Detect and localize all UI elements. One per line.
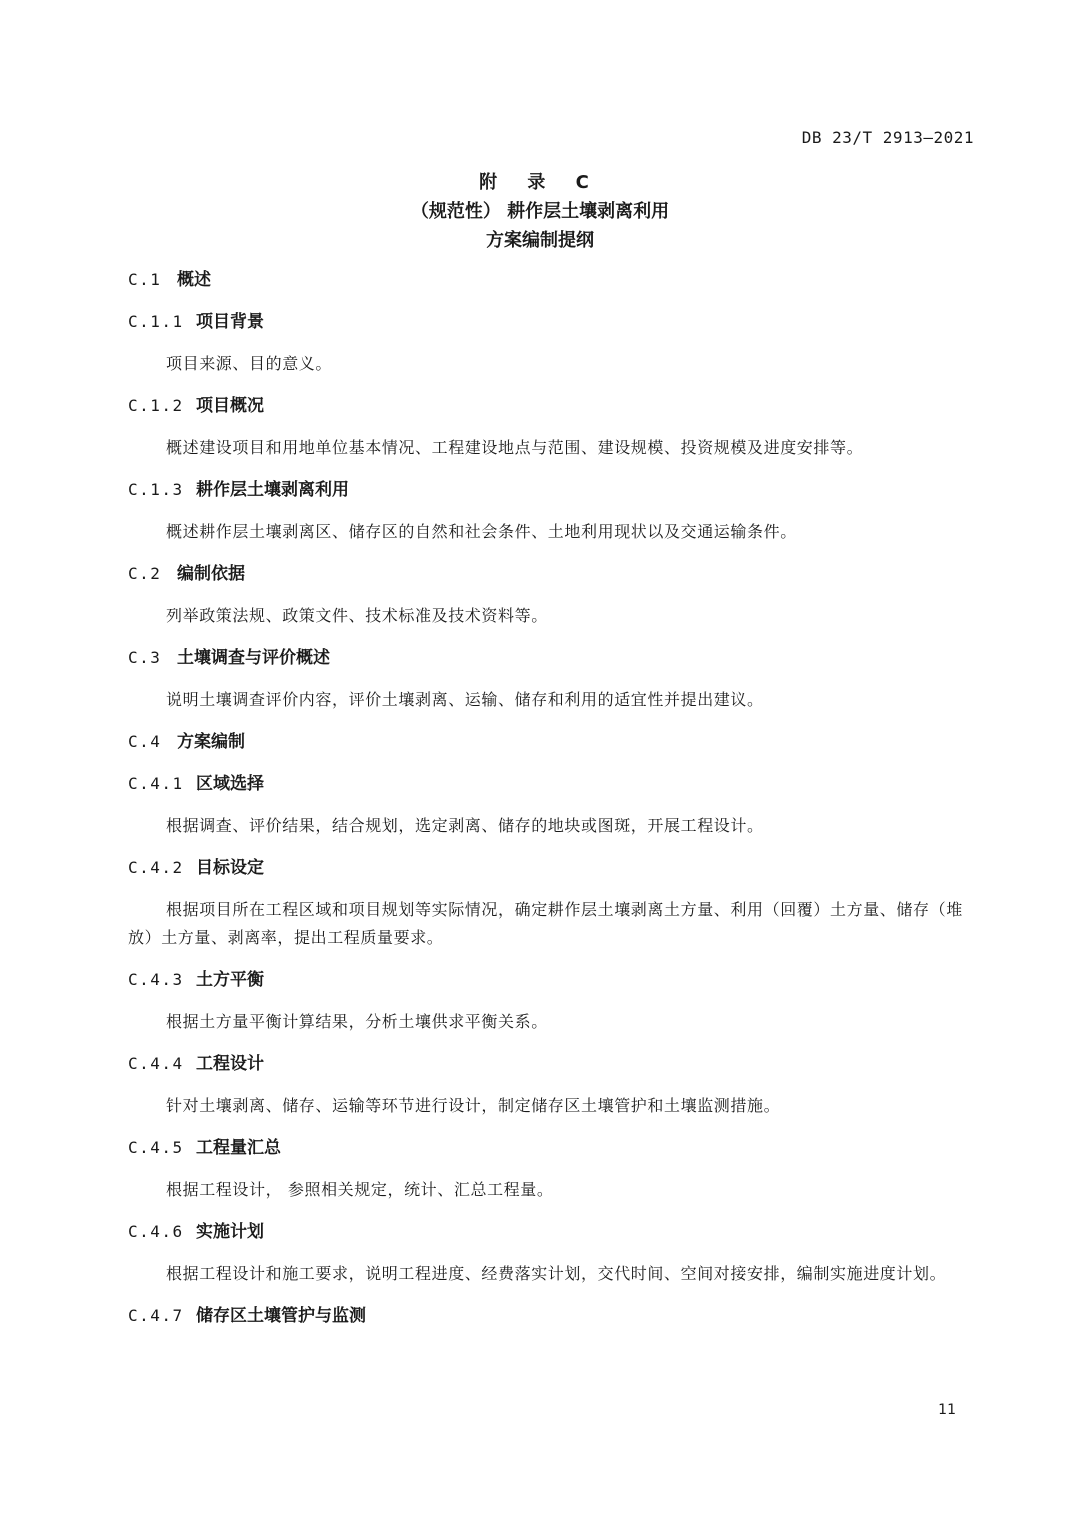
section-number: C.3 <box>128 648 162 667</box>
section-number: C.1.3 <box>128 480 184 499</box>
section-title: 项目背景 <box>196 312 264 332</box>
appendix-subtitle-2: 方案编制提纲 <box>486 230 594 251</box>
section-paragraph: 根据工程设计， 参照相关规定，统计、汇总工程量。 <box>166 1180 554 1199</box>
section-number: C.4.6 <box>128 1222 184 1241</box>
section-heading <box>128 266 974 308</box>
section-heading <box>128 728 974 770</box>
appendix-label: 附 录 C <box>479 172 601 193</box>
section-title: 耕作层土壤剥离利用 <box>196 480 349 500</box>
section-title: 土方平衡 <box>196 970 264 990</box>
section-number: C.4 <box>128 732 162 751</box>
section-heading <box>128 1134 974 1176</box>
section-title: 工程量汇总 <box>196 1138 281 1158</box>
section-number: C.4.7 <box>128 1306 184 1325</box>
section-title: 实施计划 <box>196 1222 264 1242</box>
section-title: 工程设计 <box>196 1054 264 1074</box>
section-title: 区域选择 <box>196 774 264 794</box>
section-number: C.4.2 <box>128 858 184 877</box>
section-paragraph: 列举政策法规、政策文件、技术标准及技术资料等。 <box>166 606 548 625</box>
section-paragraph: 针对土壤剥离、储存、运输等环节进行设计，制定储存区土壤管护和土壤监测措施。 <box>166 1096 781 1115</box>
section-number: C.4.1 <box>128 774 184 793</box>
section-paragraph: 说明土壤调查评价内容，评价土壤剥离、运输、储存和利用的适宜性并提出建议。 <box>166 690 764 709</box>
section-number: C.4.4 <box>128 1054 184 1073</box>
standard-code: DB 23/T 2913—2021 <box>801 128 974 147</box>
section-number: C.1.2 <box>128 396 184 415</box>
page-number: 11 <box>938 1402 956 1418</box>
appendix-title <box>0 168 1080 255</box>
section-heading <box>128 1218 974 1260</box>
appendix-subtitle: （规范性） 耕作层土壤剥离利用 <box>410 201 670 222</box>
section-heading <box>128 560 974 602</box>
section-title: 土壤调查与评价概述 <box>177 648 330 668</box>
section-paragraph: 根据土方量平衡计算结果，分析土壤供求平衡关系。 <box>166 1012 548 1031</box>
section-heading <box>128 854 974 896</box>
section-title: 方案编制 <box>177 732 245 752</box>
section-heading <box>128 1302 974 1344</box>
section-title: 项目概况 <box>196 396 264 416</box>
document-body <box>128 266 974 1344</box>
section-number: C.4.3 <box>128 970 184 989</box>
section-paragraph: 概述建设项目和用地单位基本情况、工程建设地点与范围、建设规模、投资规模及进度安排等。 <box>166 438 864 457</box>
section-paragraph: 概述耕作层土壤剥离区、储存区的自然和社会条件、土地利用现状以及交通运输条件。 <box>166 522 797 541</box>
section-paragraph: 根据调查、评价结果，结合规划，选定剥离、储存的地块或图斑，开展工程设计。 <box>166 816 764 835</box>
section-heading <box>128 1050 974 1092</box>
section-title: 储存区土壤管护与监测 <box>196 1306 366 1326</box>
section-paragraph: 项目来源、目的意义。 <box>166 354 333 373</box>
section-number: C.2 <box>128 564 162 583</box>
section-heading <box>128 392 974 434</box>
section-number: C.1.1 <box>128 312 184 331</box>
section-paragraph: 根据工程设计和施工要求，说明工程进度、经费落实计划，交代时间、空间对接安排，编制实施进度计划。 <box>166 1264 947 1283</box>
section-title: 编制依据 <box>177 564 245 584</box>
section-title: 概述 <box>177 270 211 290</box>
section-paragraph: 根据项目所在工程区域和项目规划等实际情况，确定耕作层土壤剥离土方量、利用（回覆）土方量、储存（堆放）土方量、剥离率，提出工程质量要求。 <box>128 900 963 947</box>
section-heading <box>128 966 974 1008</box>
section-heading <box>128 308 974 350</box>
section-title: 目标设定 <box>196 858 264 878</box>
section-heading <box>128 770 974 812</box>
section-heading <box>128 476 974 518</box>
section-number: C.4.5 <box>128 1138 184 1157</box>
section-number: C.1 <box>128 270 162 289</box>
section-heading <box>128 644 974 686</box>
